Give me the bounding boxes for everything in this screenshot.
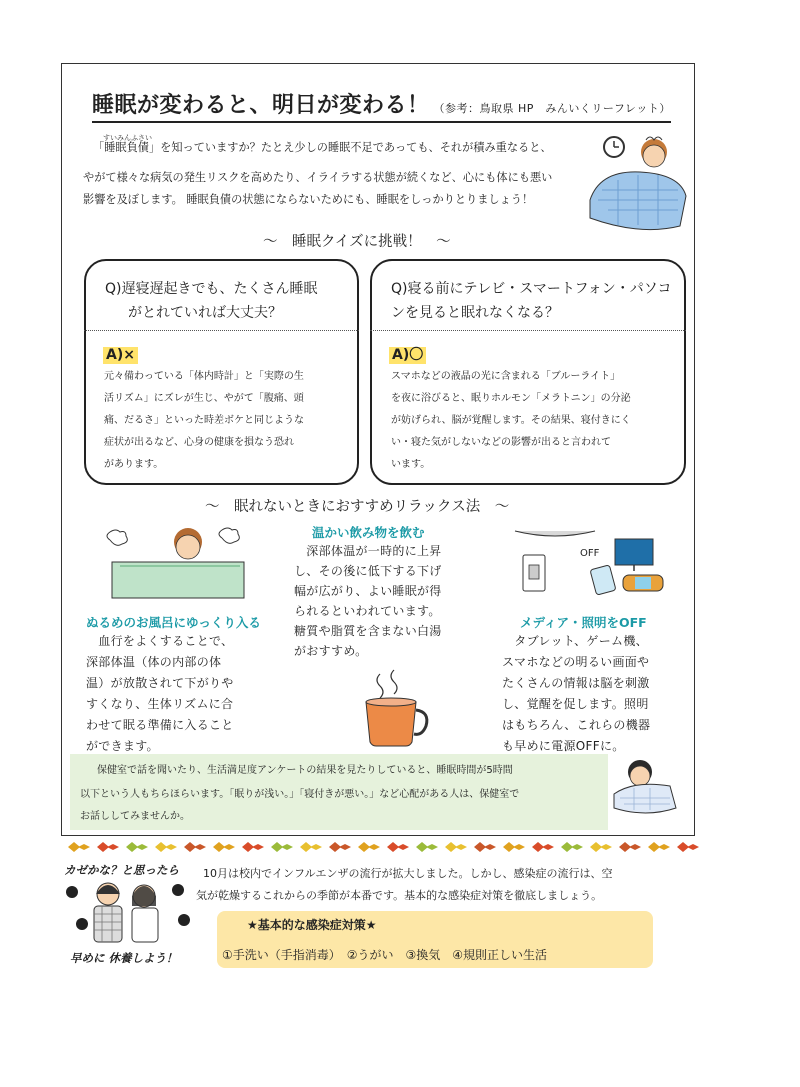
leaf-icon: [677, 842, 699, 852]
leaf-icon: [619, 842, 641, 852]
leaf-icon: [97, 842, 119, 852]
quiz-1-explanation-line-3: 痛、だるさ」といった時差ボケと同じような: [104, 415, 304, 426]
intro-line-2: やがて様々な病気の発生リスクを高めたり、イライラする状態が続くなど、心にも体にも悪い: [83, 171, 553, 184]
leaf-icon: [416, 842, 438, 852]
leaf-icon: [184, 842, 206, 852]
drink-line-3: 幅が広がり、よい睡眠が得: [294, 584, 442, 598]
intro-ruby: すいみんふさい: [103, 134, 152, 142]
measures-list: ①手洗い（手指消毒） ②うがい ③換気 ④規則正しい生活: [222, 948, 548, 962]
leaf-icon: [271, 842, 293, 852]
leaf-icon: [358, 842, 380, 852]
media-line-6: も早めに電源OFFに。: [502, 739, 625, 753]
relax-heading: ～ 眠れないときにおすすめリラックス法 ～: [205, 499, 510, 515]
bath-line-2: 深部体温（体の内部の体: [86, 655, 222, 669]
sleeping-person-illustration: [588, 130, 688, 230]
mug-illustration: [358, 668, 438, 748]
cold-bubble-bottom: 早めに 休養しよう！: [70, 951, 178, 965]
quiz-2-answer: A)〇: [389, 347, 426, 364]
leaf-icon: [590, 842, 612, 852]
quiz-heading: ～ 睡眠クイズに挑戦！ ～: [263, 234, 451, 250]
bath-line-4: すくなり、生体リズムに合: [86, 697, 234, 711]
bath-line-3: 温）が放散されて下がりや: [86, 676, 234, 690]
reference-text: （参考：鳥取県 HP みんいくリーフレット）: [433, 102, 671, 115]
media-line-2: スマホなどの明るい画面や: [502, 655, 650, 669]
drink-line-5: 糖質や脂質を含まない白湯: [294, 624, 442, 638]
drink-title: 温かい飲み物を飲む: [312, 525, 425, 540]
media-line-1: タブレット、ゲーム機、: [502, 634, 648, 648]
quiz-2-question-line-1: Q)寝る前にテレビ・スマートフォン・パソコ: [391, 281, 672, 297]
drink-line-6: がおすすめ。: [294, 644, 368, 658]
page-title: [92, 88, 671, 123]
bath-line-1: 血行をよくすることで、: [86, 634, 234, 648]
sick-people-illustration: [64, 880, 194, 950]
quiz-2-explanation-line-4: い・寝た気がしないなどの影響が出ると言われて: [391, 437, 611, 448]
leaf-icon: [329, 842, 351, 852]
leaf-icon: [387, 842, 409, 852]
intro-line-3: 影響を及ぼします。 睡眠負債の状態にならないためにも、睡眠をしっかりとりましょう！: [83, 193, 534, 206]
flu-line-1: 10月は校内でインフルエンザの流行が拡大しました。しかし、感染症の流行は、空: [203, 867, 613, 880]
note-line-3: お話ししてみませんか。: [80, 811, 190, 822]
drink-line-1: 深部体温が一時的に上昇: [294, 544, 442, 558]
flu-line-2: 気が乾燥するこれからの季節が本番です。基本的な感染症対策を徹底しましょう。: [196, 889, 603, 902]
bath-illustration: [100, 520, 250, 600]
sleeping-child-illustration: [610, 758, 680, 818]
leaf-icon: [561, 842, 583, 852]
quiz-2-explanation-line-5: います。: [391, 459, 431, 470]
quiz-2-divider: [370, 330, 686, 331]
leaf-icon: [445, 842, 467, 852]
quiz-1-question-line-2: がとれていれば大丈夫？: [128, 305, 282, 321]
quiz-1-explanation-line-2: 活リズム」にズレが生じ、やがて「腹痛、頭: [104, 393, 304, 404]
intro-line-1: 「睡眠負債」を知っていますか？たとえ少しの睡眠不足であっても、それが積み重なると、: [93, 141, 552, 154]
quiz-2-explanation-line-3: が妨げられ、脳が覚醒します。その結果、寝付きにく: [391, 415, 631, 426]
note-line-1: 保健室で話を聞いたり、生活満足度アンケートの結果を見たりしていると、睡眠時間が5時間: [87, 765, 513, 776]
leaf-icon: [242, 842, 264, 852]
media-line-5: はもちろん、これらの機器: [502, 718, 651, 732]
media-illustration: [515, 525, 685, 600]
leaf-icon: [474, 842, 496, 852]
note-line-2: 以下という人もちらほらいます。「眠りが浅い。」「寝付きが悪い。」など心配がある人は、保健室で: [80, 789, 520, 800]
leaf-icon: [68, 842, 90, 852]
title-text: 睡眠が変わると、明日が変わる！: [92, 93, 430, 118]
quiz-1-explanation-line-4: 症状が出るなど、心身の健康を損なう恐れ: [104, 437, 294, 448]
bath-line-6: ができます。: [86, 739, 159, 753]
off-label: OFF: [580, 548, 600, 559]
media-line-3: たくさんの情報は脳を刺激: [502, 676, 650, 690]
bath-title: ぬるめのお風呂にゆっくり入る: [86, 615, 261, 630]
bath-line-5: わせて眠る準備に入ること: [86, 718, 234, 732]
quiz-2-question-line-2: ンを見ると眠れなくなる？: [391, 305, 559, 321]
media-title: メディア・照明をOFF: [520, 615, 647, 630]
leaf-divider: [60, 839, 700, 855]
drink-line-2: し、その後に低下する下げ: [294, 564, 442, 578]
leaf-icon: [300, 842, 322, 852]
drink-line-4: られるといわれています。: [294, 604, 441, 618]
leaf-icon: [155, 842, 177, 852]
leaf-icon: [532, 842, 554, 852]
quiz-2-explanation-line-2: を夜に浴びると、眠りホルモン「メラトニン」の分泌: [391, 393, 631, 404]
leaf-icon: [503, 842, 525, 852]
quiz-1-divider: [84, 330, 359, 331]
quiz-1-question-line-1: Q)遅寝遅起きでも、たくさん睡眠: [105, 281, 318, 297]
quiz-2-explanation-line-1: スマホなどの液晶の光に含まれる「ブルーライト」: [391, 371, 621, 382]
measures-title: ★基本的な感染症対策★: [247, 918, 377, 932]
quiz-1-explanation-line-1: 元々備わっている「体内時計」と「実際の生: [104, 371, 304, 382]
quiz-1-answer: A)×: [103, 347, 138, 364]
leaf-icon: [648, 842, 670, 852]
leaf-icon: [213, 842, 235, 852]
leaf-icon: [126, 842, 148, 852]
quiz-1-explanation-line-5: があります。: [104, 459, 164, 470]
media-line-4: し、覚醒を促します。照明: [502, 697, 649, 711]
cold-bubble-top: カゼかな？と思ったら: [64, 863, 179, 877]
